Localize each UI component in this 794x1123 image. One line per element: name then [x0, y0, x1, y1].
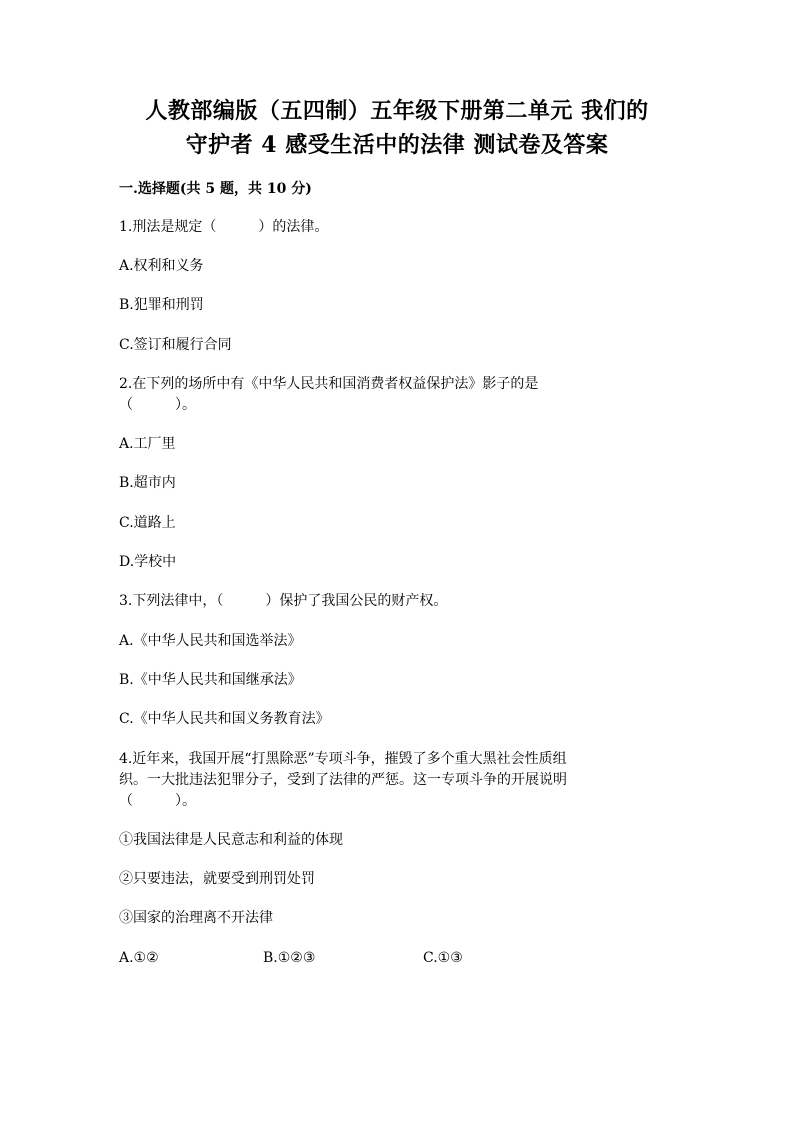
question-2-option-b: B.超市内	[119, 475, 176, 491]
question-3-option-a: A.《中华人民共和国选举法》	[119, 633, 302, 649]
question-4-option-a: A.①②	[119, 950, 159, 966]
question-4-stem-line-2: 织。一大批违法犯罪分子，受到了法律的严惩。这一专项斗争的开展说明	[119, 772, 567, 788]
question-1-option-b: B.犯罪和刑罚	[119, 297, 204, 313]
question-2-option-d: D.学校中	[119, 554, 177, 570]
question-4-stem-line-1: 4.近年来，我国开展“打黑除恶”专项斗争，摧毁了多个重大黑社会性质组	[119, 751, 567, 767]
question-1-option-a: A.权利和义务	[119, 258, 204, 274]
question-4-option-b: B.①②③	[263, 950, 316, 966]
question-4-statement-2: ②只要违法，就要受到刑罚处罚	[119, 871, 315, 887]
question-3-stem: 3.下列法律中，（ ）保护了我国公民的财产权。	[119, 593, 448, 609]
question-4-statement-3: ③国家的治理离不开法律	[119, 910, 273, 926]
section-heading: 一.选择题(共 5 题，共 10 分)	[119, 181, 312, 197]
question-4-statement-1: ①我国法律是人民意志和利益的体现	[119, 832, 343, 848]
question-1-option-c: C.签订和履行合同	[119, 337, 232, 353]
question-3-option-c: C.《中华人民共和国义务教育法》	[119, 711, 330, 727]
question-2-stem-line-2: （ ）。	[119, 397, 196, 413]
question-2-option-a: A.工厂里	[119, 436, 176, 452]
question-2-stem-line-1: 2.在下列的场所中有《中华人民共和国消费者权益保护法》影子的是	[119, 376, 539, 392]
question-4-stem-line-3: （ ）。	[119, 793, 196, 809]
document-title-line-1: 人教部编版（五四制）五年级下册第二单元 我们的	[145, 98, 649, 124]
document-title-line-2: 守护者 4 感受生活中的法律 测试卷及答案	[185, 132, 609, 158]
question-4-option-c: C.①③	[423, 950, 463, 966]
question-3-option-b: B.《中华人民共和国继承法》	[119, 672, 302, 688]
question-2-option-c: C.道路上	[119, 515, 176, 531]
question-1-stem: 1.刑法是规定（ ）的法律。	[119, 219, 329, 235]
